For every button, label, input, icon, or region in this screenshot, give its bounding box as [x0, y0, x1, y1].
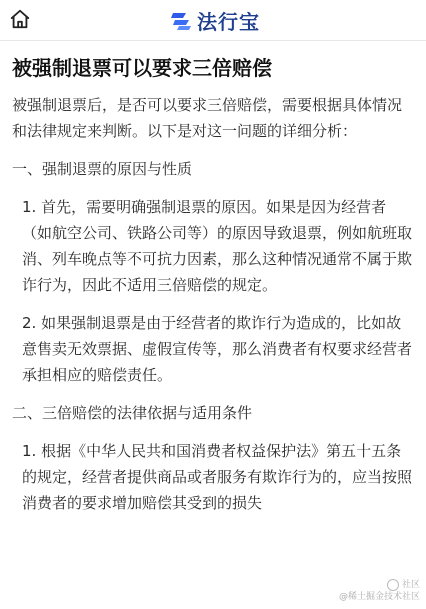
brand-name: 法行宝: [197, 9, 260, 34]
section-heading-1: 一、强制退票的原因与性质: [12, 160, 193, 178]
article-title: 被强制退票可以要求三倍赔偿: [12, 56, 272, 80]
intro-paragraph: 被强制退票后，是否可以要求三倍赔偿，需要根据具体情况和法律规定来判断。以下是对这一问题的详细分析：: [12, 96, 403, 140]
article: [12, 54, 416, 528]
watermark-logo-icon: [387, 579, 399, 591]
watermark-line1: 社区: [401, 580, 420, 590]
brand-logo-icon: [169, 8, 193, 32]
home-icon[interactable]: [8, 7, 32, 31]
list-item: 1. 首先，需要明确强制退票的原因。如果是因为经营者（如航空公司、铁路公司等）的原因导致退票，例如航班取消、列车晚点等不可抗力因素，那么这种情况通常不属于欺诈行为，因此不适用三倍赔偿的规定。: [22, 198, 413, 294]
watermark: [339, 579, 420, 603]
brand: [169, 6, 260, 34]
list-item: 1. 根据《中华人民共和国消费者权益保护法》第五十五条的规定，经营者提供商品或者服务有欺诈行为的，应当按照消费者的要求增加赔偿其受到的损失: [22, 442, 413, 512]
list-item: 2. 如果强制退票是由于经营者的欺诈行为造成的，比如故意售卖无效票据、虚假宣传等，那么消费者有权要求经营者承担相应的赔偿责任。: [22, 314, 413, 384]
watermark-line2: @稀土掘金技术社区: [338, 592, 420, 602]
top-bar: [0, 0, 426, 40]
section-heading-2: 二、三倍赔偿的法律依据与适用条件: [12, 404, 253, 422]
header-divider: [0, 40, 426, 41]
